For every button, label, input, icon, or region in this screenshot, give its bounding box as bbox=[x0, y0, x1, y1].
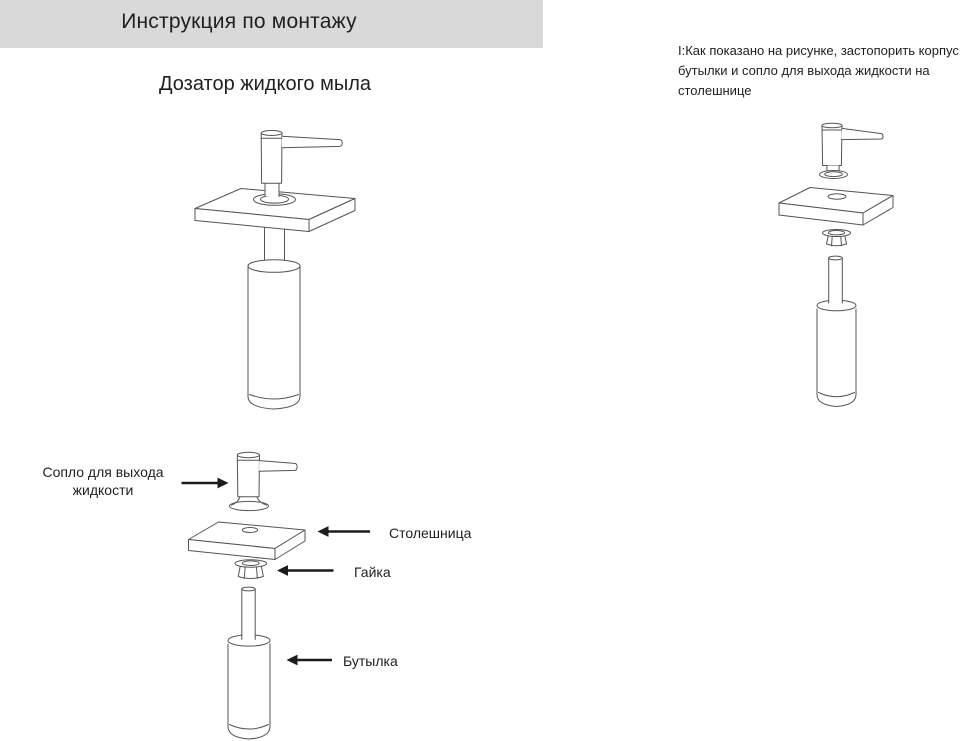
bottle-arrow-icon bbox=[287, 655, 333, 666]
instruction-line-2: бутылки и сопло для выхода жидкости на bbox=[678, 63, 930, 78]
bottle-collar bbox=[248, 260, 300, 273]
countertop-slab bbox=[779, 188, 893, 226]
figure-exploded-labeled bbox=[182, 452, 371, 739]
bottle-body bbox=[228, 644, 270, 739]
product-title: Дозатор жидкого мыла bbox=[158, 73, 372, 95]
pump-cap bbox=[237, 452, 259, 457]
figure-assembled-dispenser bbox=[195, 131, 355, 410]
arrow-head bbox=[277, 565, 288, 576]
bottle-neck-fill bbox=[829, 258, 843, 304]
mounting-tube bbox=[265, 226, 285, 262]
bottle-body bbox=[248, 266, 300, 409]
arrow-head bbox=[318, 526, 329, 537]
tube-body bbox=[265, 226, 285, 262]
pump-cap bbox=[261, 131, 282, 136]
pump-body bbox=[261, 133, 282, 183]
bottle-neck-top bbox=[829, 256, 843, 260]
pump-neck-fill bbox=[265, 182, 279, 196]
pump-body bbox=[822, 126, 842, 166]
pump-head bbox=[820, 123, 884, 178]
label-nut: Гайка bbox=[354, 564, 391, 580]
soap-bottle bbox=[228, 587, 270, 739]
page-title: Инструкция по монтажу bbox=[121, 10, 357, 33]
pump-spout bbox=[282, 136, 342, 147]
instruction-line-1: I:Как показано на рисунке, застопорить корпус bbox=[678, 43, 959, 58]
countertop-arrow-icon bbox=[318, 526, 371, 537]
bottle-neck-top bbox=[242, 587, 255, 591]
flange-nut bbox=[235, 560, 267, 579]
label-nozzle: Сопло для выхода жидкости bbox=[42, 464, 164, 498]
bottle-body bbox=[817, 309, 856, 407]
pump-spout bbox=[842, 128, 884, 139]
pump-head bbox=[230, 452, 298, 510]
nozzle-arrow-icon bbox=[182, 478, 229, 489]
figure-exploded-right bbox=[779, 123, 893, 406]
arrow-head bbox=[218, 478, 229, 489]
pump-body bbox=[237, 455, 259, 497]
instruction-line-3: столешнице bbox=[678, 83, 752, 98]
soap-bottle bbox=[248, 260, 300, 409]
nut-arrow-icon bbox=[277, 565, 334, 576]
arrow-head bbox=[287, 655, 298, 666]
pump-head bbox=[261, 131, 342, 197]
flange-nut bbox=[823, 230, 851, 246]
label-countertop: Столешница bbox=[389, 525, 472, 541]
soap-bottle bbox=[817, 256, 856, 406]
countertop-slab bbox=[189, 522, 306, 560]
pump-cap bbox=[822, 123, 842, 128]
pump-spout bbox=[259, 461, 297, 472]
bottle-neck-fill bbox=[242, 589, 255, 639]
label-bottle: Бутылка bbox=[343, 653, 398, 669]
